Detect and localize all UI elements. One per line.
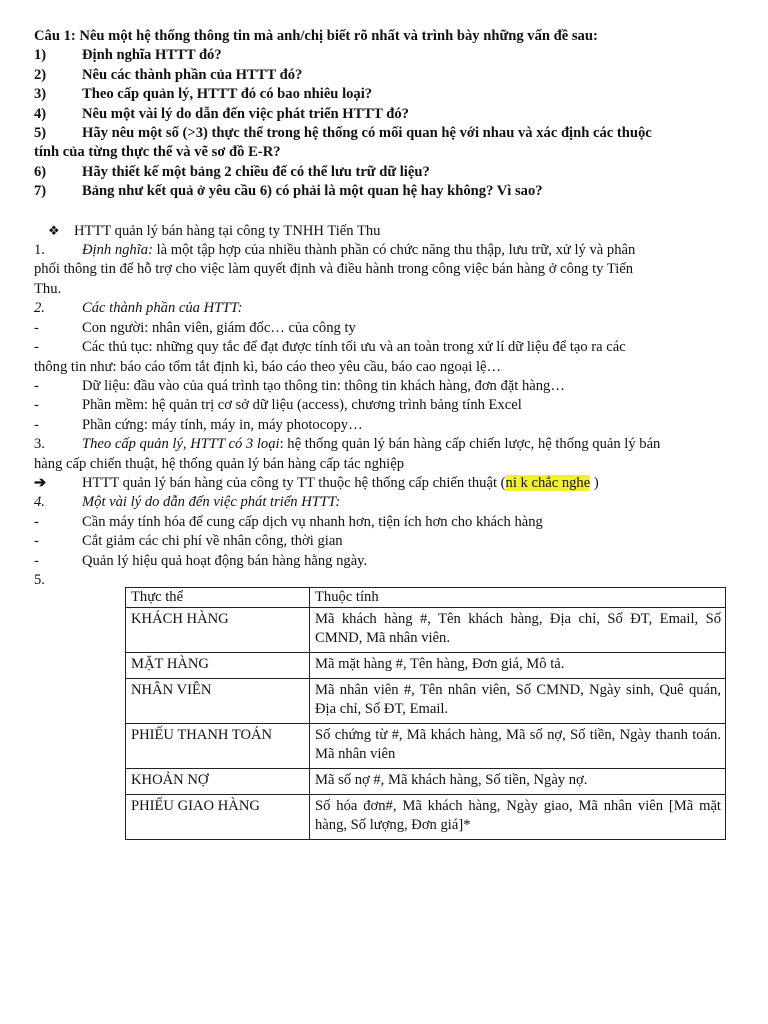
entity-cell: KHÁCH HÀNG: [126, 608, 310, 653]
dash-bullet: -: [34, 552, 39, 569]
reasons-heading: [34, 493, 726, 512]
reason-item: [34, 552, 726, 571]
table-row: [126, 608, 726, 653]
reason-item: [34, 532, 726, 551]
components-label: Các thành phần của HTTT:: [82, 300, 243, 317]
reason-text: Cắt giảm các chi phí về nhân công, thời gian: [82, 533, 343, 550]
dash-bullet: -: [34, 513, 39, 530]
question-heading: Câu 1: Nêu một hệ thống thông tin mà anh/chị biết rõ nhất và trình bày những vấn đề sau:: [34, 28, 598, 44]
component-text: Phần mềm: hệ quản trị cơ sở dữ liệu (access), chương trình bảng tính Excel: [82, 397, 522, 414]
question-number: 6): [34, 163, 47, 180]
dash-bullet: -: [34, 416, 39, 433]
component-text: Phần cứng: máy tính, máy in, máy photocopy…: [82, 416, 363, 433]
question-number: 7): [34, 183, 47, 200]
diamond-bullet-icon: ❖: [48, 222, 60, 238]
section-number: 1.: [34, 242, 45, 259]
entity-cell: KHOẢN NỢ: [126, 769, 310, 795]
question-item: [34, 66, 726, 85]
attributes-cell: Số chứng từ #, Mã khách hàng, Mã số nợ, Số tiền, Ngày thanh toán. Mã nhân viên: [310, 724, 726, 769]
entity-attribute-table: [125, 587, 726, 840]
question-item: [34, 105, 726, 124]
component-continuation: thông tin như: báo cáo tổm tắt định kì, báo cáo theo yêu cầu, báo cao ngoại lệ…: [34, 358, 502, 375]
question-number: 4): [34, 105, 47, 122]
reasons-label: Một vài lý do dẫn đến việc phát triển HTTT:: [82, 494, 341, 511]
attributes-cell: Mã mặt hàng #, Tên hàng, Đơn giá, Mô tả.: [310, 653, 726, 679]
question-number: 5): [34, 125, 47, 142]
attributes-cell: Số hóa đơn#, Mã khách hàng, Ngày giao, Mã nhân viên [Mã mặt hàng, Số lượng, Đơn giá]*: [310, 795, 726, 840]
component-item: [34, 319, 726, 338]
attributes-cell: Mã số nợ #, Mã khách hàng, Số tiền, Ngày nợ.: [310, 769, 726, 795]
question-item: [34, 163, 726, 182]
table-row: [126, 769, 726, 795]
definition-continuation: Thu.: [34, 280, 62, 297]
section-number: 2.: [34, 300, 45, 317]
section-number: 4.: [34, 494, 45, 511]
question-text: Bảng như kết quả ở yêu cầu 6) có phải là một quan hệ hay không? Vì sao?: [82, 183, 543, 200]
table-header-row: [126, 588, 726, 608]
component-item: [34, 416, 726, 435]
question-number: 2): [34, 66, 47, 83]
component-text: Dữ liệu: đầu vào của quá trình tạo thông tin: thông tin khách hàng, đơn đặt hàng…: [82, 377, 565, 394]
definition-continuation: phối thông tin để hỗ trợ cho việc làm quyết định và điều hành trong công việc bán hàng ở công ty Tiến: [34, 261, 634, 278]
reason-text: Cần máy tính hóa để cung cấp dịch vụ nhanh hơn, tiện ích hơn cho khách hàng: [82, 513, 543, 530]
question-text: Định nghĩa HTTT đó?: [82, 47, 222, 64]
component-item: [34, 396, 726, 415]
table-row: [126, 795, 726, 840]
dash-bullet: -: [34, 533, 39, 550]
components-heading: [34, 299, 726, 318]
management-levels-label: Theo cấp quản lý, HTTT có 3 loại: [82, 436, 280, 453]
question-text: Nêu các thành phần của HTTT đó?: [82, 66, 303, 83]
entity-cell: MẶT HÀNG: [126, 653, 310, 679]
arrow-right-icon: ➔: [34, 474, 47, 491]
component-item: [34, 377, 726, 396]
question-item: [34, 46, 726, 65]
question-text: Nêu một vài lý do dẫn đến việc phát triển HTTT đó?: [82, 105, 409, 122]
table-row: [126, 724, 726, 769]
question-text: Theo cấp quản lý, HTTT đó có bao nhiêu loại?: [82, 86, 373, 103]
entity-cell: PHIẾU THANH TOÁN: [126, 724, 310, 769]
definition-line: [34, 241, 726, 260]
section-number: 3.: [34, 436, 45, 453]
entity-cell: PHIẾU GIAO HÀNG: [126, 795, 310, 840]
dash-bullet: -: [34, 397, 39, 414]
definition-label: Định nghĩa:: [82, 242, 153, 259]
component-text: Con người: nhân viên, giám đốc… của công ty: [82, 319, 356, 336]
question-number: 1): [34, 47, 47, 64]
question-list: [34, 46, 726, 201]
component-text: Các thủ tục: những quy tắc để đạt được tính tối ưu và an toàn trong xử lí dữ liệu để tạo ra các: [82, 339, 626, 356]
component-item: [34, 338, 726, 357]
system-title-text: HTTT quản lý bán hàng tại công ty TNHH Tiến Thu: [74, 222, 381, 239]
management-levels-continuation: hàng cấp chiến thuật, hệ thống quản lý bán hàng cấp tác nghiệp: [34, 455, 404, 472]
question-continuation: tính của từng thực thể và vẽ sơ đồ E-R?: [34, 144, 281, 161]
dash-bullet: -: [34, 339, 39, 356]
attributes-cell: Mã khách hàng #, Tên khách hàng, Địa chỉ, Số ĐT, Email, Số CMND, Mã nhân viên.: [310, 608, 726, 653]
document-page: [34, 27, 726, 590]
management-levels-text: : hệ thống quản lý bán hàng cấp chiến lược, hệ thống quản lý bán: [279, 436, 661, 453]
question-text: Hãy thiết kế một bảng 2 chiều để có thể lưu trữ dữ liệu?: [82, 163, 430, 180]
section-5-number: 5.: [34, 571, 45, 588]
column-header-entity: Thực thể: [126, 588, 310, 608]
highlighted-note: ni k chắc nghe: [505, 474, 591, 491]
reason-text: Quản lý hiệu quả hoạt động bán hàng hằng ngày.: [82, 552, 368, 569]
dash-bullet: -: [34, 377, 39, 394]
entity-cell: NHÂN VIÊN: [126, 679, 310, 724]
column-header-attributes: Thuộc tính: [310, 588, 726, 608]
question-number: 3): [34, 86, 47, 103]
conclusion-text: HTTT quản lý bán hàng của công ty TT thuộc hệ thống cấp chiến thuật (: [82, 474, 506, 491]
question-item: [34, 182, 726, 201]
system-title: [34, 221, 726, 241]
table-row: [126, 653, 726, 679]
question-item: [34, 85, 726, 104]
spacer: [34, 202, 726, 221]
reason-item: [34, 513, 726, 532]
question-text: Hãy nêu một số (>3) thực thể trong hệ thống có mối quan hệ với nhau và xác định các thuộc: [82, 125, 652, 142]
dash-bullet: -: [34, 319, 39, 336]
conclusion-end: ): [590, 474, 599, 491]
conclusion-line: [34, 474, 726, 493]
management-levels-line: [34, 435, 726, 454]
table-row: [126, 679, 726, 724]
question-item: [34, 124, 726, 143]
attributes-cell: Mã nhân viên #, Tên nhân viên, Số CMND, Ngày sinh, Quê quán, Địa chỉ, Số ĐT, Email.: [310, 679, 726, 724]
definition-text: là một tập hợp của nhiều thành phần có chức năng thu thập, lưu trữ, xử lý và phân: [152, 242, 636, 259]
